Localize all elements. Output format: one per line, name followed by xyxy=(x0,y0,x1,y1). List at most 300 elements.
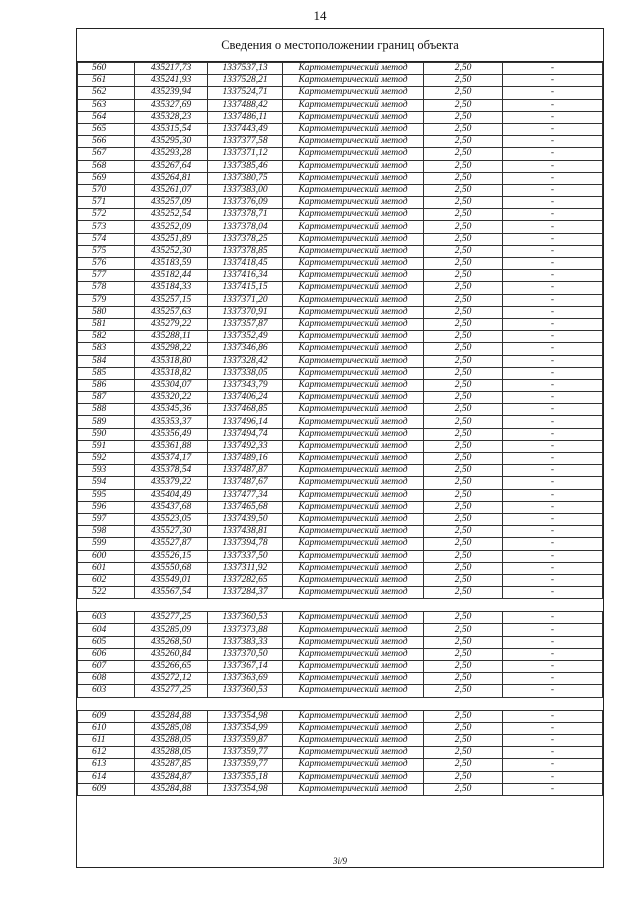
table-row xyxy=(78,270,603,282)
description-cell: - xyxy=(503,685,603,697)
point-number-cell: 604 xyxy=(78,624,135,636)
y-coordinate-cell: 1337378,85 xyxy=(208,245,283,257)
y-coordinate-cell: 1337489,16 xyxy=(208,453,283,465)
description-cell: - xyxy=(503,612,603,624)
x-coordinate-cell: 435252,09 xyxy=(135,221,208,233)
accuracy-cell: 2,50 xyxy=(424,636,503,648)
table-row xyxy=(78,379,603,391)
y-coordinate-cell: 1337378,04 xyxy=(208,221,283,233)
point-number-cell: 561 xyxy=(78,75,135,87)
accuracy-cell: 2,50 xyxy=(424,722,503,734)
y-coordinate-cell: 1337528,21 xyxy=(208,75,283,87)
table-row xyxy=(78,636,603,648)
method-cell: Картометрический метод xyxy=(283,294,424,306)
y-coordinate-cell: 1337383,33 xyxy=(208,636,283,648)
table-row xyxy=(78,197,603,209)
table-row xyxy=(78,734,603,746)
description-cell: - xyxy=(503,221,603,233)
x-coordinate-cell: 435550,68 xyxy=(135,562,208,574)
x-coordinate-cell: 435523,05 xyxy=(135,513,208,525)
method-cell: Картометрический метод xyxy=(283,404,424,416)
method-cell: Картометрический метод xyxy=(283,624,424,636)
x-coordinate-cell: 435261,07 xyxy=(135,184,208,196)
point-number-cell: 583 xyxy=(78,343,135,355)
point-number-cell: 605 xyxy=(78,636,135,648)
table-row xyxy=(78,550,603,562)
y-coordinate-cell: 1337377,58 xyxy=(208,136,283,148)
table-row xyxy=(78,306,603,318)
method-cell: Картометрический метод xyxy=(283,783,424,795)
y-coordinate-cell: 1337359,77 xyxy=(208,759,283,771)
point-number-cell: 587 xyxy=(78,392,135,404)
accuracy-cell: 2,50 xyxy=(424,783,503,795)
accuracy-cell: 2,50 xyxy=(424,318,503,330)
x-coordinate-cell: 435567,54 xyxy=(135,587,208,599)
y-coordinate-cell: 1337380,75 xyxy=(208,172,283,184)
method-cell: Картометрический метод xyxy=(283,258,424,270)
table-row xyxy=(78,783,603,795)
x-coordinate-cell: 435353,37 xyxy=(135,416,208,428)
y-coordinate-cell: 1337415,15 xyxy=(208,282,283,294)
accuracy-cell: 2,50 xyxy=(424,111,503,123)
table-row xyxy=(78,258,603,270)
table-row xyxy=(78,392,603,404)
footer-note: 3i/9 xyxy=(332,856,347,866)
point-number-cell: 606 xyxy=(78,648,135,660)
table-row xyxy=(78,404,603,416)
x-coordinate-cell: 435288,05 xyxy=(135,747,208,759)
point-number-cell: 585 xyxy=(78,367,135,379)
point-number-cell: 572 xyxy=(78,209,135,221)
y-coordinate-cell: 1337311,92 xyxy=(208,562,283,574)
accuracy-cell: 2,50 xyxy=(424,465,503,477)
separator-cell xyxy=(78,599,603,612)
x-coordinate-cell: 435288,11 xyxy=(135,331,208,343)
accuracy-cell: 2,50 xyxy=(424,759,503,771)
description-cell: - xyxy=(503,123,603,135)
group-separator xyxy=(78,599,603,612)
point-number-cell: 613 xyxy=(78,759,135,771)
table-row xyxy=(78,172,603,184)
method-cell: Картометрический метод xyxy=(283,661,424,673)
y-coordinate-cell: 1337383,00 xyxy=(208,184,283,196)
y-coordinate-cell: 1337468,85 xyxy=(208,404,283,416)
method-cell: Картометрический метод xyxy=(283,172,424,184)
point-number-cell: 591 xyxy=(78,440,135,452)
description-cell: - xyxy=(503,416,603,428)
description-cell: - xyxy=(503,453,603,465)
point-number-cell: 609 xyxy=(78,710,135,722)
y-coordinate-cell: 1337328,42 xyxy=(208,355,283,367)
method-cell: Картометрический метод xyxy=(283,209,424,221)
method-cell: Картометрический метод xyxy=(283,759,424,771)
accuracy-cell: 2,50 xyxy=(424,184,503,196)
method-cell: Картометрический метод xyxy=(283,343,424,355)
x-coordinate-cell: 435356,49 xyxy=(135,428,208,440)
table-row xyxy=(78,759,603,771)
x-coordinate-cell: 435437,68 xyxy=(135,501,208,513)
x-coordinate-cell: 435404,49 xyxy=(135,489,208,501)
description-cell: - xyxy=(503,673,603,685)
table-row xyxy=(78,282,603,294)
point-number-cell: 571 xyxy=(78,197,135,209)
accuracy-cell: 2,50 xyxy=(424,673,503,685)
y-coordinate-cell: 1337346,86 xyxy=(208,343,283,355)
accuracy-cell: 2,50 xyxy=(424,172,503,184)
y-coordinate-cell: 1337487,87 xyxy=(208,465,283,477)
description-cell: - xyxy=(503,63,603,75)
point-number-cell: 569 xyxy=(78,172,135,184)
method-cell: Картометрический метод xyxy=(283,685,424,697)
description-cell: - xyxy=(503,99,603,111)
description-cell: - xyxy=(503,648,603,660)
accuracy-cell: 2,50 xyxy=(424,428,503,440)
method-cell: Картометрический метод xyxy=(283,392,424,404)
description-cell: - xyxy=(503,513,603,525)
point-number-cell: 595 xyxy=(78,489,135,501)
method-cell: Картометрический метод xyxy=(283,526,424,538)
method-cell: Картометрический метод xyxy=(283,111,424,123)
y-coordinate-cell: 1337282,65 xyxy=(208,574,283,586)
y-coordinate-cell: 1337537,13 xyxy=(208,63,283,75)
point-number-cell: 563 xyxy=(78,99,135,111)
table-row xyxy=(78,355,603,367)
group-separator xyxy=(78,697,603,710)
method-cell: Картометрический метод xyxy=(283,550,424,562)
x-coordinate-cell: 435285,09 xyxy=(135,624,208,636)
description-cell: - xyxy=(503,428,603,440)
method-cell: Картометрический метод xyxy=(283,562,424,574)
accuracy-cell: 2,50 xyxy=(424,99,503,111)
description-cell: - xyxy=(503,661,603,673)
table-row xyxy=(78,513,603,525)
x-coordinate-cell: 435277,25 xyxy=(135,612,208,624)
page-number: 14 xyxy=(313,8,327,23)
table-row xyxy=(78,75,603,87)
accuracy-cell: 2,50 xyxy=(424,87,503,99)
point-number-cell: 567 xyxy=(78,148,135,160)
table-row xyxy=(78,612,603,624)
accuracy-cell: 2,50 xyxy=(424,648,503,660)
description-cell: - xyxy=(503,465,603,477)
description-cell: - xyxy=(503,526,603,538)
table-row xyxy=(78,294,603,306)
method-cell: Картометрический метод xyxy=(283,477,424,489)
table-row xyxy=(78,771,603,783)
y-coordinate-cell: 1337443,49 xyxy=(208,123,283,135)
table-row xyxy=(78,747,603,759)
y-coordinate-cell: 1337494,74 xyxy=(208,428,283,440)
table-row xyxy=(78,233,603,245)
method-cell: Картометрический метод xyxy=(283,318,424,330)
description-cell: - xyxy=(503,550,603,562)
accuracy-cell: 2,50 xyxy=(424,453,503,465)
table-row xyxy=(78,710,603,722)
x-coordinate-cell: 435184,33 xyxy=(135,282,208,294)
table-row xyxy=(78,489,603,501)
point-number-cell: 581 xyxy=(78,318,135,330)
accuracy-cell: 2,50 xyxy=(424,624,503,636)
description-cell: - xyxy=(503,111,603,123)
point-number-cell: 603 xyxy=(78,612,135,624)
method-cell: Картометрический метод xyxy=(283,489,424,501)
description-cell: - xyxy=(503,379,603,391)
y-coordinate-cell: 1337477,34 xyxy=(208,489,283,501)
y-coordinate-cell: 1337486,11 xyxy=(208,111,283,123)
y-coordinate-cell: 1337359,87 xyxy=(208,734,283,746)
y-coordinate-cell: 1337496,14 xyxy=(208,416,283,428)
table-row xyxy=(78,440,603,452)
method-cell: Картометрический метод xyxy=(283,245,424,257)
method-cell: Картометрический метод xyxy=(283,355,424,367)
point-number-cell: 577 xyxy=(78,270,135,282)
accuracy-cell: 2,50 xyxy=(424,574,503,586)
y-coordinate-cell: 1337416,34 xyxy=(208,270,283,282)
method-cell: Картометрический метод xyxy=(283,306,424,318)
x-coordinate-cell: 435252,54 xyxy=(135,209,208,221)
description-cell: - xyxy=(503,440,603,452)
accuracy-cell: 2,50 xyxy=(424,270,503,282)
table-row xyxy=(78,63,603,75)
description-cell: - xyxy=(503,75,603,87)
accuracy-cell: 2,50 xyxy=(424,416,503,428)
accuracy-cell: 2,50 xyxy=(424,685,503,697)
method-cell: Картометрический метод xyxy=(283,574,424,586)
accuracy-cell: 2,50 xyxy=(424,477,503,489)
y-coordinate-cell: 1337492,33 xyxy=(208,440,283,452)
table-row xyxy=(78,87,603,99)
point-number-cell: 579 xyxy=(78,294,135,306)
description-cell: - xyxy=(503,710,603,722)
y-coordinate-cell: 1337370,50 xyxy=(208,648,283,660)
method-cell: Картометрический метод xyxy=(283,453,424,465)
accuracy-cell: 2,50 xyxy=(424,440,503,452)
x-coordinate-cell: 435327,69 xyxy=(135,99,208,111)
point-number-cell: 584 xyxy=(78,355,135,367)
method-cell: Картометрический метод xyxy=(283,87,424,99)
y-coordinate-cell: 1337354,99 xyxy=(208,722,283,734)
method-cell: Картометрический метод xyxy=(283,270,424,282)
description-cell: - xyxy=(503,367,603,379)
x-coordinate-cell: 435287,85 xyxy=(135,759,208,771)
description-cell: - xyxy=(503,501,603,513)
y-coordinate-cell: 1337465,68 xyxy=(208,501,283,513)
x-coordinate-cell: 435217,73 xyxy=(135,63,208,75)
description-cell: - xyxy=(503,562,603,574)
accuracy-cell: 2,50 xyxy=(424,550,503,562)
description-cell: - xyxy=(503,331,603,343)
table-row xyxy=(78,184,603,196)
accuracy-cell: 2,50 xyxy=(424,501,503,513)
method-cell: Картометрический метод xyxy=(283,747,424,759)
y-coordinate-cell: 1337524,71 xyxy=(208,87,283,99)
y-coordinate-cell: 1337338,05 xyxy=(208,367,283,379)
description-cell: - xyxy=(503,477,603,489)
x-coordinate-cell: 435379,22 xyxy=(135,477,208,489)
coordinates-table xyxy=(77,62,603,796)
table-row xyxy=(78,477,603,489)
y-coordinate-cell: 1337343,79 xyxy=(208,379,283,391)
description-cell: - xyxy=(503,148,603,160)
table-row xyxy=(78,209,603,221)
point-number-cell: 600 xyxy=(78,550,135,562)
x-coordinate-cell: 435318,82 xyxy=(135,367,208,379)
accuracy-cell: 2,50 xyxy=(424,612,503,624)
point-number-cell: 612 xyxy=(78,747,135,759)
method-cell: Картометрический метод xyxy=(283,538,424,550)
method-cell: Картометрический метод xyxy=(283,160,424,172)
description-cell: - xyxy=(503,172,603,184)
table-row xyxy=(78,136,603,148)
point-number-cell: 580 xyxy=(78,306,135,318)
description-cell: - xyxy=(503,245,603,257)
y-coordinate-cell: 1337359,77 xyxy=(208,747,283,759)
description-cell: - xyxy=(503,759,603,771)
x-coordinate-cell: 435328,23 xyxy=(135,111,208,123)
point-number-cell: 602 xyxy=(78,574,135,586)
method-cell: Картометрический метод xyxy=(283,367,424,379)
accuracy-cell: 2,50 xyxy=(424,747,503,759)
point-number-cell: 568 xyxy=(78,160,135,172)
x-coordinate-cell: 435239,94 xyxy=(135,87,208,99)
y-coordinate-cell: 1337376,09 xyxy=(208,197,283,209)
x-coordinate-cell: 435293,28 xyxy=(135,148,208,160)
table-row xyxy=(78,367,603,379)
y-coordinate-cell: 1337394,78 xyxy=(208,538,283,550)
method-cell: Картометрический метод xyxy=(283,197,424,209)
accuracy-cell: 2,50 xyxy=(424,587,503,599)
description-cell: - xyxy=(503,771,603,783)
accuracy-cell: 2,50 xyxy=(424,197,503,209)
description-cell: - xyxy=(503,197,603,209)
table-row xyxy=(78,465,603,477)
table-row xyxy=(78,453,603,465)
table-row xyxy=(78,624,603,636)
method-cell: Картометрический метод xyxy=(283,513,424,525)
table-row xyxy=(78,538,603,550)
x-coordinate-cell: 435252,30 xyxy=(135,245,208,257)
method-cell: Картометрический метод xyxy=(283,233,424,245)
point-number-cell: 610 xyxy=(78,722,135,734)
description-cell: - xyxy=(503,294,603,306)
method-cell: Картометрический метод xyxy=(283,379,424,391)
description-cell: - xyxy=(503,722,603,734)
x-coordinate-cell: 435183,59 xyxy=(135,258,208,270)
table-row xyxy=(78,160,603,172)
accuracy-cell: 2,50 xyxy=(424,282,503,294)
y-coordinate-cell: 1337284,37 xyxy=(208,587,283,599)
point-number-cell: 592 xyxy=(78,453,135,465)
y-coordinate-cell: 1337355,18 xyxy=(208,771,283,783)
description-cell: - xyxy=(503,355,603,367)
table-row xyxy=(78,574,603,586)
table-row xyxy=(78,343,603,355)
x-coordinate-cell: 435288,05 xyxy=(135,734,208,746)
x-coordinate-cell: 435285,08 xyxy=(135,722,208,734)
description-cell: - xyxy=(503,318,603,330)
accuracy-cell: 2,50 xyxy=(424,63,503,75)
x-coordinate-cell: 435267,64 xyxy=(135,160,208,172)
accuracy-cell: 2,50 xyxy=(424,245,503,257)
table-row xyxy=(78,648,603,660)
accuracy-cell: 2,50 xyxy=(424,258,503,270)
description-cell: - xyxy=(503,404,603,416)
accuracy-cell: 2,50 xyxy=(424,367,503,379)
method-cell: Картометрический метод xyxy=(283,428,424,440)
description-cell: - xyxy=(503,282,603,294)
point-number-cell: 574 xyxy=(78,233,135,245)
point-number-cell: 560 xyxy=(78,63,135,75)
y-coordinate-cell: 1337367,14 xyxy=(208,661,283,673)
y-coordinate-cell: 1337357,87 xyxy=(208,318,283,330)
x-coordinate-cell: 435320,22 xyxy=(135,392,208,404)
y-coordinate-cell: 1337439,50 xyxy=(208,513,283,525)
x-coordinate-cell: 435266,65 xyxy=(135,661,208,673)
table-row xyxy=(78,526,603,538)
method-cell: Картометрический метод xyxy=(283,771,424,783)
y-coordinate-cell: 1337354,98 xyxy=(208,710,283,722)
x-coordinate-cell: 435295,30 xyxy=(135,136,208,148)
description-cell: - xyxy=(503,587,603,599)
method-cell: Картометрический метод xyxy=(283,136,424,148)
y-coordinate-cell: 1337370,91 xyxy=(208,306,283,318)
x-coordinate-cell: 435527,87 xyxy=(135,538,208,550)
point-number-cell: 609 xyxy=(78,783,135,795)
x-coordinate-cell: 435257,63 xyxy=(135,306,208,318)
x-coordinate-cell: 435279,22 xyxy=(135,318,208,330)
point-number-cell: 573 xyxy=(78,221,135,233)
y-coordinate-cell: 1337378,25 xyxy=(208,233,283,245)
method-cell: Картометрический метод xyxy=(283,221,424,233)
method-cell: Картометрический метод xyxy=(283,612,424,624)
method-cell: Картометрический метод xyxy=(283,99,424,111)
accuracy-cell: 2,50 xyxy=(424,148,503,160)
method-cell: Картометрический метод xyxy=(283,184,424,196)
table-row xyxy=(78,111,603,123)
point-number-cell: 599 xyxy=(78,538,135,550)
point-number-cell: 564 xyxy=(78,111,135,123)
y-coordinate-cell: 1337373,88 xyxy=(208,624,283,636)
x-coordinate-cell: 435361,88 xyxy=(135,440,208,452)
description-cell: - xyxy=(503,392,603,404)
table-row xyxy=(78,673,603,685)
accuracy-cell: 2,50 xyxy=(424,379,503,391)
method-cell: Картометрический метод xyxy=(283,416,424,428)
x-coordinate-cell: 435315,54 xyxy=(135,123,208,135)
point-number-cell: 596 xyxy=(78,501,135,513)
description-cell: - xyxy=(503,574,603,586)
accuracy-cell: 2,50 xyxy=(424,123,503,135)
accuracy-cell: 2,50 xyxy=(424,294,503,306)
description-cell: - xyxy=(503,343,603,355)
y-coordinate-cell: 1337418,45 xyxy=(208,258,283,270)
table-row xyxy=(78,99,603,111)
y-coordinate-cell: 1337363,69 xyxy=(208,673,283,685)
x-coordinate-cell: 435284,88 xyxy=(135,710,208,722)
y-coordinate-cell: 1337337,50 xyxy=(208,550,283,562)
accuracy-cell: 2,50 xyxy=(424,526,503,538)
accuracy-cell: 2,50 xyxy=(424,734,503,746)
method-cell: Картометрический метод xyxy=(283,734,424,746)
accuracy-cell: 2,50 xyxy=(424,710,503,722)
method-cell: Картометрический метод xyxy=(283,75,424,87)
method-cell: Картометрический метод xyxy=(283,722,424,734)
accuracy-cell: 2,50 xyxy=(424,355,503,367)
method-cell: Картометрический метод xyxy=(283,587,424,599)
description-cell: - xyxy=(503,270,603,282)
accuracy-cell: 2,50 xyxy=(424,331,503,343)
x-coordinate-cell: 435374,17 xyxy=(135,453,208,465)
